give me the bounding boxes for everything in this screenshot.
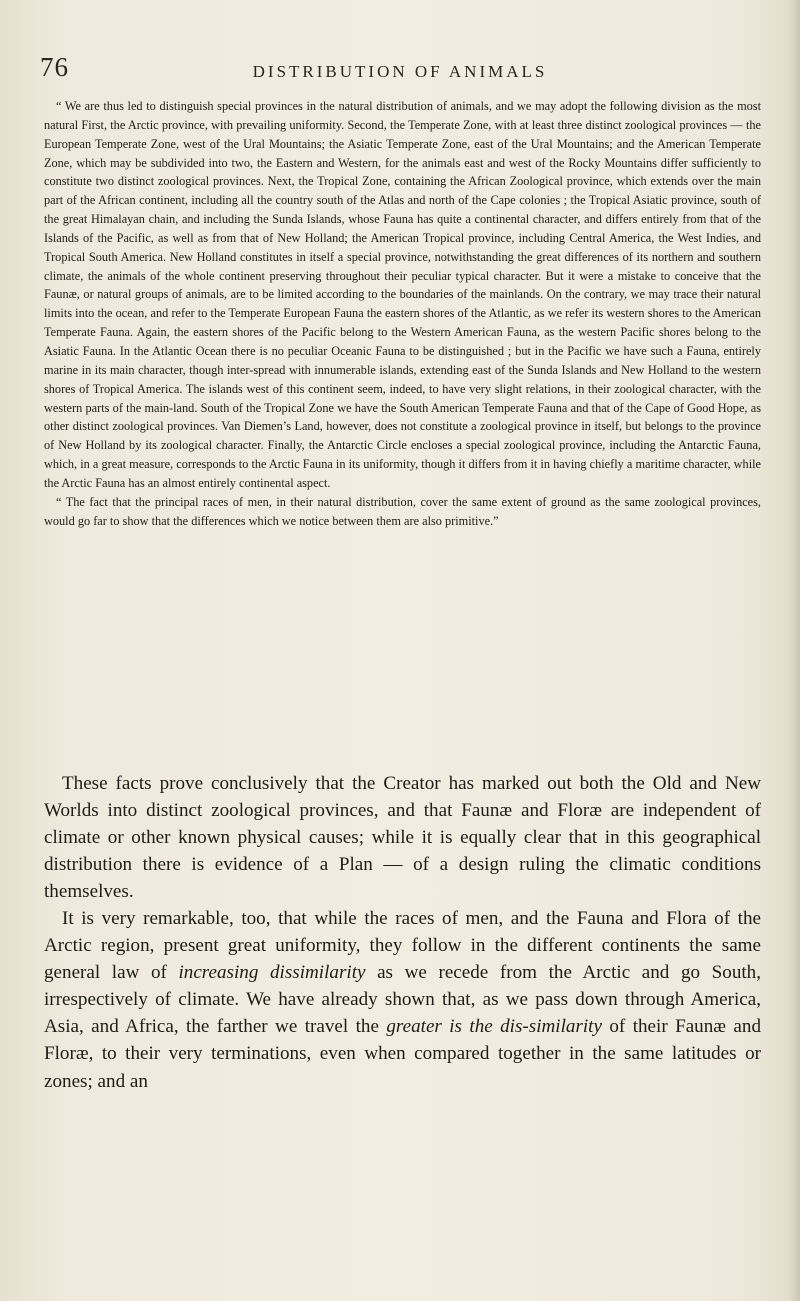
body-paragraph-2-part-b: as we recede from the Arctic and go South, irrespectively of climate. We have already shown that, as we pass down through America, Asia, and Africa, the farther we travel the [44,962,761,1038]
quote-paragraph-2: “ The fact that the principal races of men, in their natural distribution, cover the same extent of ground as the same zoological provinces, would go far to show that the differences which we notice between them are also primitive.” [44,494,761,528]
body-paragraph-2 [44,905,761,1094]
body-paragraph-2-part-a: It is very remarkable, too, that while the races of men, and the Fauna and Flora of the Arctic region, present great uniformity, they follow in the different continents the same general law of [44,908,761,984]
block-quote [44,97,761,530]
body-paragraph-2-part-c: of their Faunæ and Floræ, to their very terminations, even when compared together in the same latitudes or zones; and an [44,1016,761,1092]
page-edge-shadow [788,0,800,1301]
quote-paragraph-1: “ We are thus led to distinguish special provinces in the natural distribution of animals, and we may adopt the following division as the most natural First, the Arctic province, with prevailing uniformity. Second, the Temperate Zone, with at least three distinct zoological provinces — the European Temperate Zone, west of the Ural Mountains; the Asiatic Temperate Zone, east of the Ural Mountains; and the American Temperate Zone, which may be subdivided into two, the Eastern and Western, for the animals east and west of the Rocky Mountains differ sufficiently to constitute two distinct zoological provinces. Next, the Tropical Zone, containing the African Zoological province, which extends over the main part of the African continent, including all the country south of the Atlas and north of the Cape colonies ; the Tropical Asiatic province, south of the great Himalayan chain, and including the Sunda Islands, whose Fauna has quite a continental character, and differs entirely from that of the Islands of the Pacific, as well as from that of New Holland; the American Tropical province, including Central America, the West Indies, and Tropical South America. New Holland constitutes in itself a special province, notwithstanding the great differences of its northern and southern climate, the animals of the whole continent preserving throughout their peculiar typical character. But it were a mistake to conceive that the Faunæ, or natural groups of animals, are to be limited according to the boundaries of the mainlands. On the contrary, we may trace their natural limits into the ocean, and refer to the Temperate European Fauna the eastern shores of the Atlantic, as we refer its western shores to the American Temperate Fauna. Again, the eastern shores of the Pacific belong to the Western American Fauna, as the western Pacific shores belong to the Asiatic Fauna. In the Atlantic Ocean there is no peculiar Oceanic Fauna to be distinguished ; but in the Pacific we have such a Fauna, entirely marine in its main character, though inter-spread with innumerable islands, extending east of the Sunda Islands and New Holland to the western shores of Tropical America. The islands west of this continent seem, indeed, to have very slight relations, in their zoological character, with the western parts of the main-land. South of the Tropical Zone we have the South American Temperate Fauna and that of the Cape of Good Hope, as other distinct zoological provinces. Van Diemen’s Land, however, does not constitute a zoological province in itself, but belongs to the province of New Holland by its zoological character. Finally, the Antarctic Circle encloses a special zoological province, including the Antarctic Fauna, which, in a great measure, corresponds to the Arctic Fauna in its uniformity, though it differs from it in having chiefly a maritime character, while the Arctic Fauna has an almost entirely continental aspect. [44,99,761,490]
emphasis-greater-dissimilarity: greater is the dis-similarity [386,1016,602,1038]
emphasis-increasing-dissimilarity: increasing dissimilarity [178,962,366,984]
page-number: 76 [40,52,69,82]
running-head: DISTRIBUTION OF ANIMALS [252,62,548,81]
body-paragraph-1: These facts prove conclusively that the Creator has marked out both the Old and New Worlds into distinct zoological provinces, and that Faunæ and Floræ are independent of climate or other known physical causes; while it is equally clear that in this geographical distribution there is evidence of a Plan — of a design ruling the climatic conditions themselves. [44,773,761,903]
main-text [44,770,761,1095]
